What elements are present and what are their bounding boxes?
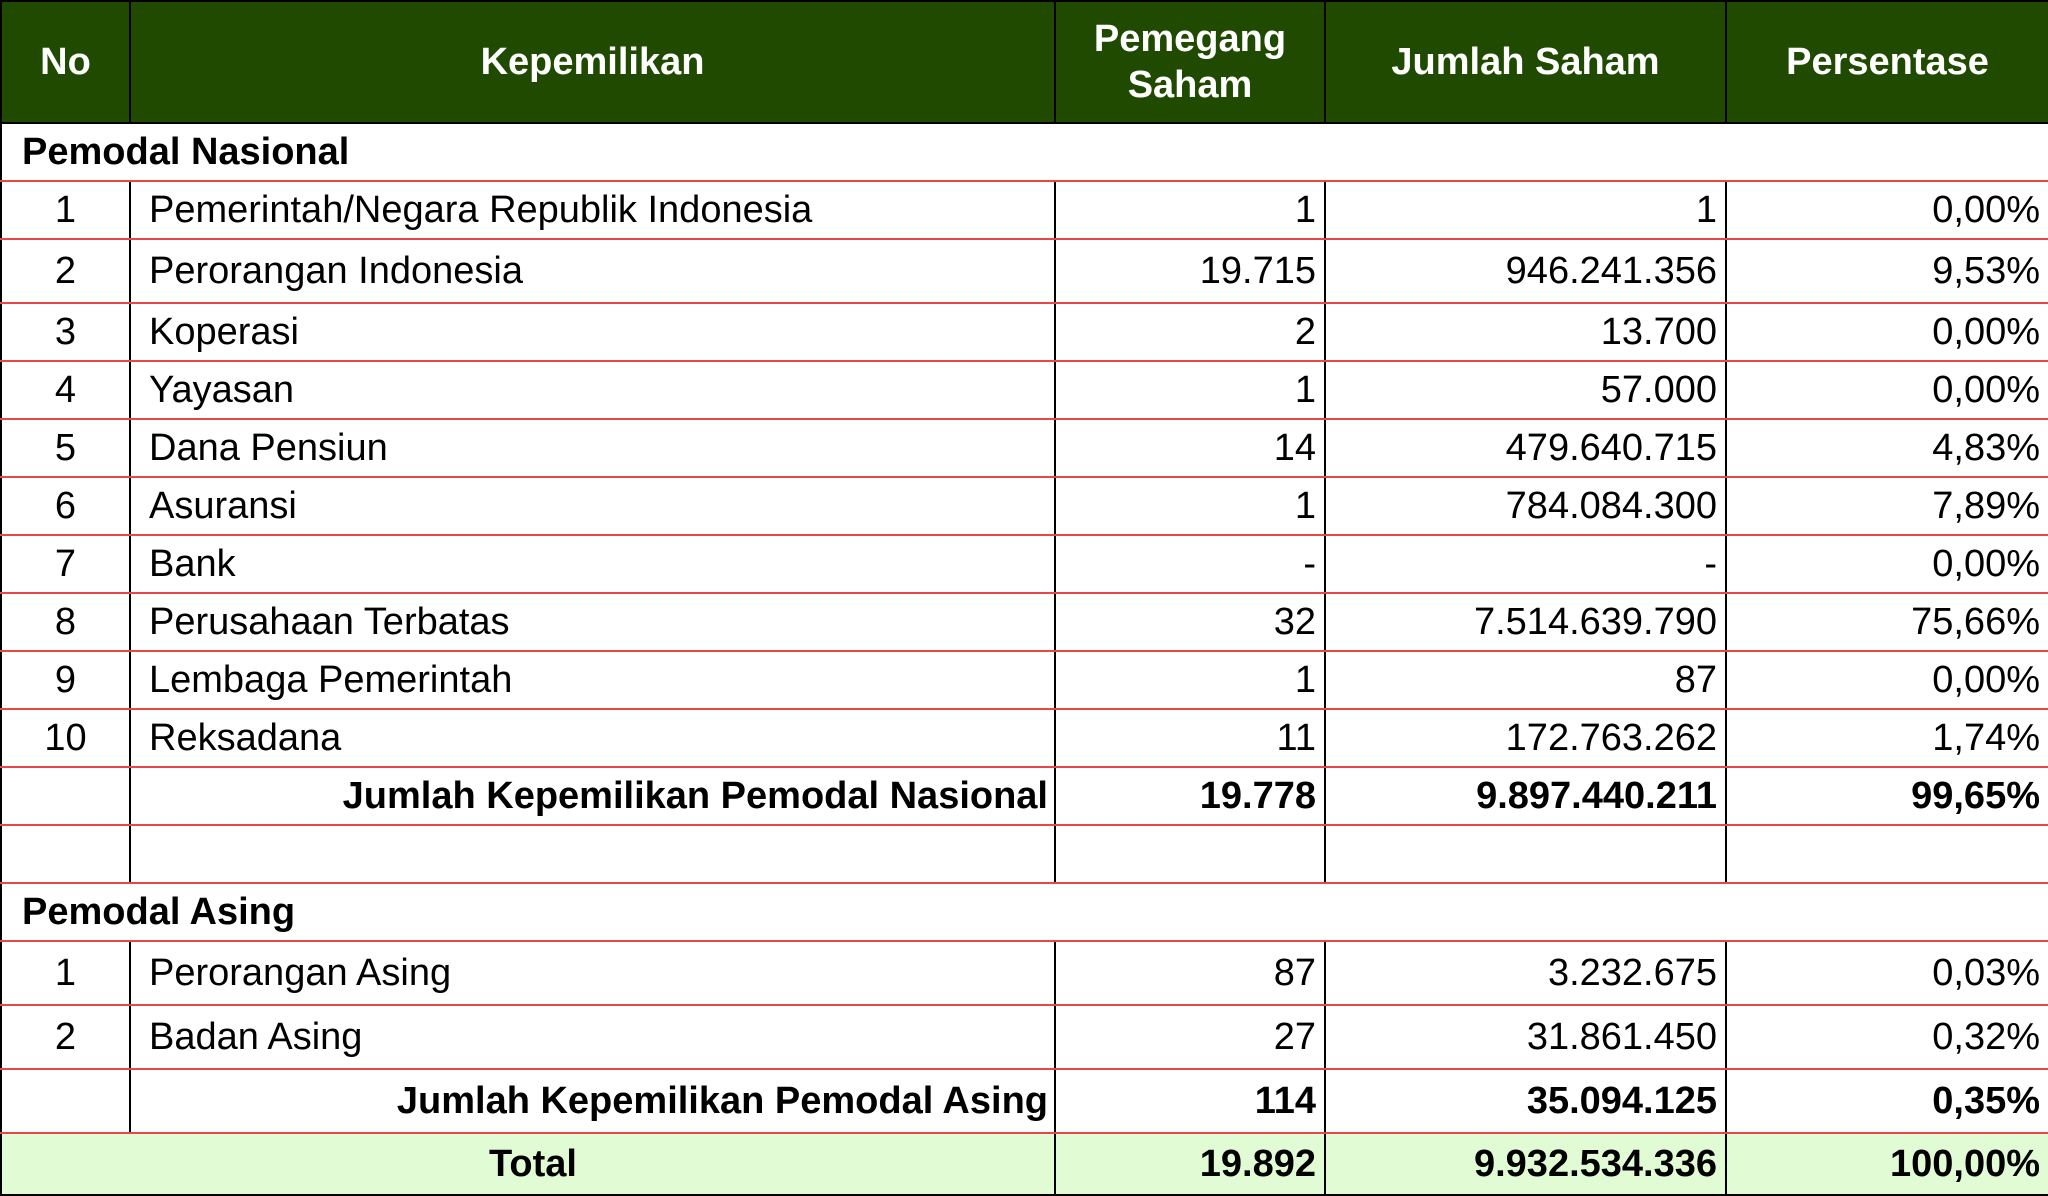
- row-percent: 4,83%: [1726, 419, 2048, 477]
- row-shares: -: [1325, 535, 1726, 593]
- row-shares: 479.640.715: [1325, 419, 1726, 477]
- row-no: 2: [1, 1005, 130, 1069]
- table-row: [1, 477, 2048, 535]
- row-holders: 19.715: [1055, 239, 1325, 303]
- subtotal-label: Jumlah Kepemilikan Pemodal Asing: [130, 1069, 1055, 1133]
- subtotal-no-cell: [1, 1069, 130, 1133]
- table-row: [1, 709, 2048, 767]
- row-holders: -: [1055, 535, 1325, 593]
- row-holders: 2: [1055, 303, 1325, 361]
- row-no: 3: [1, 303, 130, 361]
- spacer-cell: [1325, 825, 1726, 883]
- row-percent: 0,00%: [1726, 651, 2048, 709]
- table-row: [1, 535, 2048, 593]
- row-holders: 1: [1055, 361, 1325, 419]
- subtotal-shares: 35.094.125: [1325, 1069, 1726, 1133]
- spacer-cell: [1726, 825, 2048, 883]
- subtotal-holders: 114: [1055, 1069, 1325, 1133]
- row-percent: 0,32%: [1726, 1005, 2048, 1069]
- row-percent: 0,00%: [1726, 535, 2048, 593]
- row-percent: 9,53%: [1726, 239, 2048, 303]
- row-percent: 7,89%: [1726, 477, 2048, 535]
- row-no: 9: [1, 651, 130, 709]
- row-holders: 14: [1055, 419, 1325, 477]
- row-no: 1: [1, 181, 130, 239]
- subtotal-shares: 9.897.440.211: [1325, 767, 1726, 825]
- section-title-foreign: Pemodal Asing: [1, 883, 2048, 941]
- row-holders: 1: [1055, 477, 1325, 535]
- subtotal-row-foreign: [1, 1069, 2048, 1133]
- section-row-national: [1, 123, 2048, 181]
- row-percent: 1,74%: [1726, 709, 2048, 767]
- table-row: [1, 303, 2048, 361]
- row-name: Pemerintah/Negara Republik Indonesia: [130, 181, 1055, 239]
- row-shares: 7.514.639.790: [1325, 593, 1726, 651]
- row-name: Reksadana: [130, 709, 1055, 767]
- row-no: 8: [1, 593, 130, 651]
- table-row: [1, 1005, 2048, 1069]
- header-no: No: [1, 1, 130, 123]
- subtotal-holders: 19.778: [1055, 767, 1325, 825]
- section-title-national: Pemodal Nasional: [1, 123, 2048, 181]
- subtotal-percent: 0,35%: [1726, 1069, 2048, 1133]
- spacer-cell: [1, 825, 130, 883]
- row-holders: 87: [1055, 941, 1325, 1005]
- header-percent: Persentase: [1726, 1, 2048, 123]
- total-shares: 9.932.534.336: [1325, 1133, 1726, 1195]
- row-no: 10: [1, 709, 130, 767]
- row-name: Koperasi: [130, 303, 1055, 361]
- row-name: Perorangan Indonesia: [130, 239, 1055, 303]
- row-no: 2: [1, 239, 130, 303]
- total-label: Total: [1, 1133, 1055, 1195]
- row-percent: 0,03%: [1726, 941, 2048, 1005]
- table-row: [1, 651, 2048, 709]
- table-header-row: [1, 1, 2048, 123]
- row-name: Lembaga Pemerintah: [130, 651, 1055, 709]
- row-no: 6: [1, 477, 130, 535]
- total-row: [1, 1133, 2048, 1195]
- table-row: [1, 419, 2048, 477]
- row-percent: 0,00%: [1726, 303, 2048, 361]
- row-shares: 172.763.262: [1325, 709, 1726, 767]
- subtotal-percent: 99,65%: [1726, 767, 2048, 825]
- row-percent: 0,00%: [1726, 181, 2048, 239]
- subtotal-label: Jumlah Kepemilikan Pemodal Nasional: [130, 767, 1055, 825]
- row-name: Asuransi: [130, 477, 1055, 535]
- row-name: Badan Asing: [130, 1005, 1055, 1069]
- row-shares: 946.241.356: [1325, 239, 1726, 303]
- total-percent: 100,00%: [1726, 1133, 2048, 1195]
- row-holders: 11: [1055, 709, 1325, 767]
- subtotal-row-national: [1, 767, 2048, 825]
- table-row: [1, 361, 2048, 419]
- spacer-row: [1, 825, 2048, 883]
- row-holders: 1: [1055, 651, 1325, 709]
- total-holders: 19.892: [1055, 1133, 1325, 1195]
- row-no: 4: [1, 361, 130, 419]
- row-shares: 784.084.300: [1325, 477, 1726, 535]
- table-row: [1, 593, 2048, 651]
- row-percent: 0,00%: [1726, 361, 2048, 419]
- row-holders: 32: [1055, 593, 1325, 651]
- row-no: 1: [1, 941, 130, 1005]
- row-shares: 3.232.675: [1325, 941, 1726, 1005]
- header-ownership: Kepemilikan: [130, 1, 1055, 123]
- row-name: Yayasan: [130, 361, 1055, 419]
- row-name: Bank: [130, 535, 1055, 593]
- table-row: [1, 941, 2048, 1005]
- row-holders: 1: [1055, 181, 1325, 239]
- row-name: Perorangan Asing: [130, 941, 1055, 1005]
- spacer-cell: [1055, 825, 1325, 883]
- row-name: Perusahaan Terbatas: [130, 593, 1055, 651]
- row-shares: 57.000: [1325, 361, 1726, 419]
- row-holders: 27: [1055, 1005, 1325, 1069]
- row-shares: 13.700: [1325, 303, 1726, 361]
- row-percent: 75,66%: [1726, 593, 2048, 651]
- table-row: [1, 181, 2048, 239]
- header-shares: Jumlah Saham: [1325, 1, 1726, 123]
- row-shares: 1: [1325, 181, 1726, 239]
- subtotal-no-cell: [1, 767, 130, 825]
- row-no: 5: [1, 419, 130, 477]
- spacer-cell: [130, 825, 1055, 883]
- row-shares: 31.861.450: [1325, 1005, 1726, 1069]
- row-shares: 87: [1325, 651, 1726, 709]
- row-no: 7: [1, 535, 130, 593]
- header-holders: Pemegang Saham: [1055, 1, 1325, 123]
- row-name: Dana Pensiun: [130, 419, 1055, 477]
- section-row-foreign: [1, 883, 2048, 941]
- table-row: [1, 239, 2048, 303]
